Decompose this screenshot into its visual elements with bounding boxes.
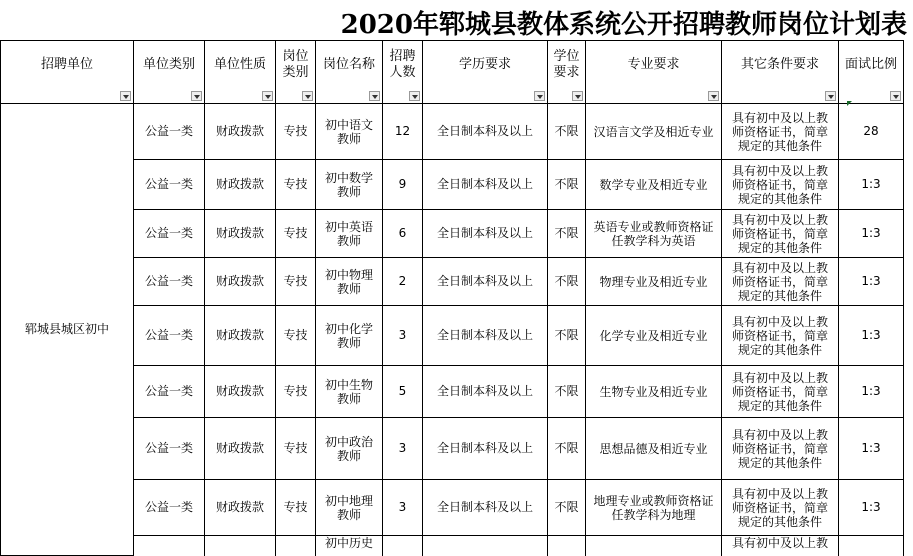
header-ratio (839, 41, 904, 104)
education-cell: 全日制本科及以上 (423, 366, 548, 418)
post-type-cell: 专技 (276, 210, 316, 258)
header-label: 专业要求 (627, 57, 680, 72)
sheet-title-bar (0, 0, 913, 40)
table-row (1, 306, 904, 366)
degree-cell: 不限 (548, 418, 586, 480)
sheet-title: 2020年郓城县教体系统公开招聘教师岗位计划表 (340, 10, 907, 40)
filter-dropdown-icon[interactable] (369, 91, 380, 101)
post-name-cell: 初中历史 (316, 536, 383, 556)
ratio-cell: 1:3 (839, 258, 904, 306)
other-cell: 具有初中及以上教师资格证书，简章规定的其他条件 (722, 418, 839, 480)
major-cell: 生物专业及相近专业 (586, 366, 722, 418)
header-nature (205, 41, 276, 104)
count-cell: 3 (383, 306, 423, 366)
other-cell: 具有初中及以上教 (722, 536, 839, 556)
other-cell: 具有初中及以上教师资格证书，简章规定的其他条件 (722, 480, 839, 536)
category-cell: 公益一类 (134, 210, 205, 258)
header-count (383, 41, 423, 104)
major-cell: 化学专业及相近专业 (586, 306, 722, 366)
header-unit (1, 41, 134, 104)
header-label: 岗位名称 (322, 57, 375, 72)
category-cell: 公益一类 (134, 480, 205, 536)
education-cell: 全日制本科及以上 (423, 306, 548, 366)
count-cell: 5 (383, 366, 423, 418)
filter-dropdown-icon[interactable] (890, 91, 901, 101)
post-name-cell: 初中化学教师 (316, 306, 383, 366)
category-cell: 公益一类 (134, 160, 205, 210)
nature-cell: 财政拨款 (205, 258, 276, 306)
table-row (1, 104, 904, 160)
category-cell: 公益一类 (134, 306, 205, 366)
filter-dropdown-icon[interactable] (708, 91, 719, 101)
post-name-cell: 初中数学教师 (316, 160, 383, 210)
header-label: 其它条件要求 (740, 57, 819, 72)
post-name-cell: 初中政治教师 (316, 418, 383, 480)
other-cell: 具有初中及以上教师资格证书，简章规定的其他条件 (722, 104, 839, 160)
other-cell: 具有初中及以上教师资格证书，简章规定的其他条件 (722, 306, 839, 366)
header-label: 学位要求 (553, 49, 580, 80)
post-type-cell: 专技 (276, 258, 316, 306)
nature-cell: 财政拨款 (205, 104, 276, 160)
filter-dropdown-icon[interactable] (302, 91, 313, 101)
ratio-cell: 1:3 (839, 306, 904, 366)
header-label: 学历要求 (458, 57, 511, 72)
major-cell: 思想品德及相近专业 (586, 418, 722, 480)
header-post-name (316, 41, 383, 104)
category-cell: 公益一类 (134, 366, 205, 418)
category-cell: 公益一类 (134, 104, 205, 160)
post-name-cell: 初中物理教师 (316, 258, 383, 306)
header-category (134, 41, 205, 104)
post-type-cell (276, 536, 316, 556)
ratio-cell: 1:3 (839, 366, 904, 418)
nature-cell: 财政拨款 (205, 306, 276, 366)
major-cell: 汉语言文学及相近专业 (586, 104, 722, 160)
degree-cell: 不限 (548, 258, 586, 306)
category-cell: 公益一类 (134, 418, 205, 480)
education-cell (423, 536, 548, 556)
major-cell: 数学专业及相近专业 (586, 160, 722, 210)
other-cell: 具有初中及以上教师资格证书，简章规定的其他条件 (722, 160, 839, 210)
filter-dropdown-icon[interactable] (534, 91, 545, 101)
category-cell (134, 536, 205, 556)
education-cell: 全日制本科及以上 (423, 104, 548, 160)
count-cell: 12 (383, 104, 423, 160)
filter-dropdown-icon[interactable] (825, 91, 836, 101)
post-type-cell: 专技 (276, 104, 316, 160)
ratio-cell: 28 (839, 104, 904, 160)
major-cell: 英语专业或教师资格证任教学科为英语 (586, 210, 722, 258)
other-cell: 具有初中及以上教师资格证书，简章规定的其他条件 (722, 258, 839, 306)
nature-cell: 财政拨款 (205, 160, 276, 210)
education-cell: 全日制本科及以上 (423, 418, 548, 480)
post-type-cell: 专技 (276, 366, 316, 418)
filter-dropdown-icon[interactable] (262, 91, 273, 101)
header-other (722, 41, 839, 104)
unit-cell: 郓城县城区初中 (1, 104, 134, 556)
header-post-type (276, 41, 316, 104)
post-name-cell: 初中英语教师 (316, 210, 383, 258)
major-cell: 地理专业或教师资格证任教学科为地理 (586, 480, 722, 536)
header-major (586, 41, 722, 104)
ratio-cell (839, 536, 904, 556)
header-row (1, 41, 904, 104)
recruitment-table (0, 40, 904, 556)
education-cell: 全日制本科及以上 (423, 258, 548, 306)
degree-cell: 不限 (548, 160, 586, 210)
education-cell: 全日制本科及以上 (423, 160, 548, 210)
post-type-cell: 专技 (276, 480, 316, 536)
post-name-cell: 初中语文教师 (316, 104, 383, 160)
header-label: 招聘单位 (40, 57, 93, 72)
ratio-cell: 1:3 (839, 210, 904, 258)
filter-dropdown-icon[interactable] (120, 91, 131, 101)
count-cell: 3 (383, 418, 423, 480)
table-row (1, 366, 904, 418)
degree-cell: 不限 (548, 480, 586, 536)
major-cell: 物理专业及相近专业 (586, 258, 722, 306)
comment-indicator (847, 101, 852, 106)
table-row (1, 536, 904, 556)
nature-cell (205, 536, 276, 556)
count-cell: 9 (383, 160, 423, 210)
degree-cell: 不限 (548, 210, 586, 258)
table-row (1, 160, 904, 210)
header-degree (548, 41, 586, 104)
post-type-cell: 专技 (276, 160, 316, 210)
count-cell (383, 536, 423, 556)
header-label: 单位性质 (213, 57, 266, 72)
table-body (1, 104, 904, 556)
count-cell: 2 (383, 258, 423, 306)
post-type-cell: 专技 (276, 306, 316, 366)
category-cell: 公益一类 (134, 258, 205, 306)
nature-cell: 财政拨款 (205, 418, 276, 480)
post-name-cell: 初中生物教师 (316, 366, 383, 418)
other-cell: 具有初中及以上教师资格证书，简章规定的其他条件 (722, 366, 839, 418)
count-cell: 3 (383, 480, 423, 536)
ratio-cell: 1:3 (839, 480, 904, 536)
nature-cell: 财政拨款 (205, 480, 276, 536)
degree-cell: 不限 (548, 306, 586, 366)
degree-cell: 不限 (548, 366, 586, 418)
header-label: 岗位类别 (282, 49, 309, 80)
header-label: 面试比例 (844, 57, 897, 72)
table-row (1, 480, 904, 536)
post-name-cell: 初中地理教师 (316, 480, 383, 536)
post-type-cell: 专技 (276, 418, 316, 480)
table-row (1, 418, 904, 480)
degree-cell: 不限 (548, 104, 586, 160)
degree-cell (548, 536, 586, 556)
ratio-cell: 1:3 (839, 160, 904, 210)
header-label: 招聘人数 (389, 49, 416, 80)
filter-dropdown-icon[interactable] (572, 91, 583, 101)
filter-dropdown-icon[interactable] (409, 91, 420, 101)
ratio-cell: 1:3 (839, 418, 904, 480)
education-cell: 全日制本科及以上 (423, 210, 548, 258)
other-cell: 具有初中及以上教师资格证书，简章规定的其他条件 (722, 210, 839, 258)
header-label: 单位类别 (142, 57, 195, 72)
count-cell: 6 (383, 210, 423, 258)
education-cell: 全日制本科及以上 (423, 480, 548, 536)
nature-cell: 财政拨款 (205, 210, 276, 258)
table-row (1, 258, 904, 306)
nature-cell: 财政拨款 (205, 366, 276, 418)
header-education (423, 41, 548, 104)
major-cell (586, 536, 722, 556)
table-row (1, 210, 904, 258)
filter-dropdown-icon[interactable] (191, 91, 202, 101)
